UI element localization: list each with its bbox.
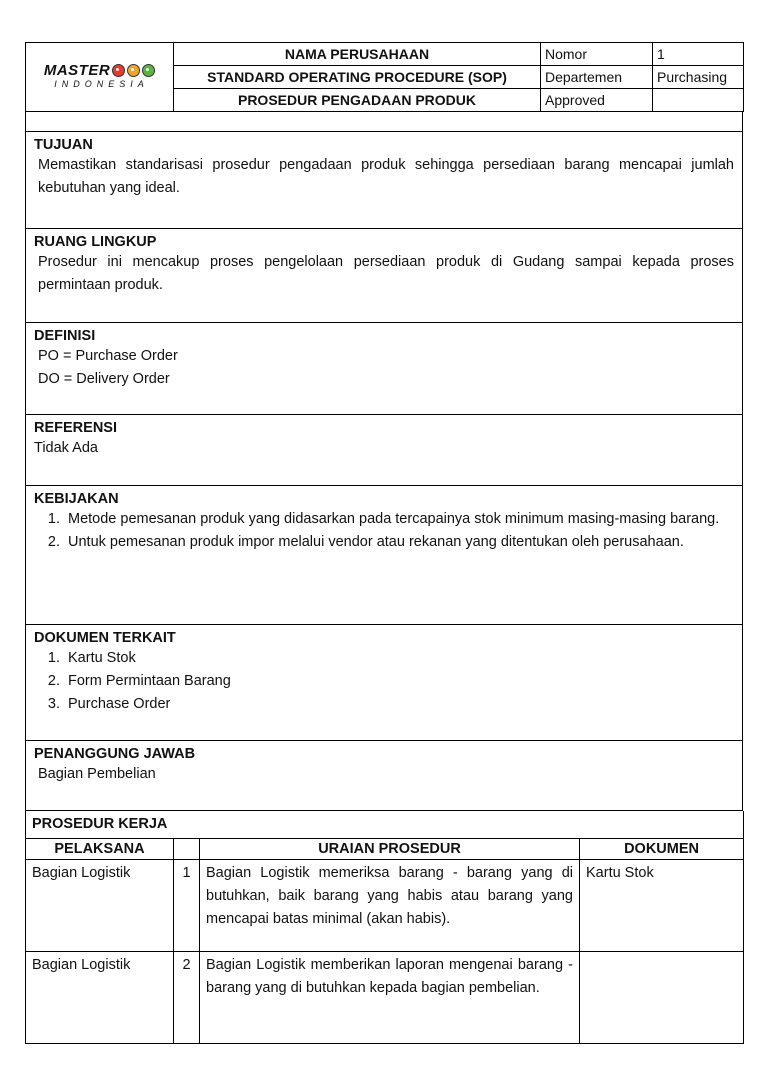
sop-title: STANDARD OPERATING PROCEDURE (SOP): [174, 66, 541, 89]
column-header-uraian: URAIAN PROSEDUR: [200, 839, 580, 860]
section-title: RUANG LINGKUP: [34, 234, 157, 250]
section-text: Memastikan standarisasi prosedur pengadaan produk sehingga persediaan barang mencapai jumlah kebutuhan yang ideal.: [38, 157, 734, 196]
procedure-name: PROSEDUR PENGADAAN PRODUK: [174, 89, 541, 112]
section-title: KEBIJAKAN: [34, 491, 119, 507]
kebijakan-list: [34, 508, 734, 554]
column-header-pelaksana: PELAKSANA: [26, 839, 174, 860]
step-number: 2: [174, 952, 200, 1044]
prosedur-title: PROSEDUR KERJA: [26, 811, 744, 839]
section-text: Prosedur ini mencakup proses pengelolaan persediaan produk di Gudang sampai kepada proses permintaan produk.: [38, 254, 734, 293]
list-item: 2. Untuk pemesanan produk impor melalui vendor atau rekanan yang ditentukan oleh perusahaan.: [64, 531, 734, 554]
section-penanggung-jawab: [25, 741, 743, 811]
list-item: 1. Metode pemesanan produk yang didasarkan pada tercapainya stok minimum masing-masing barang.: [64, 508, 734, 531]
column-header-no: [174, 839, 200, 860]
company-logo: [44, 63, 155, 89]
definition-po: PO = Purchase Order: [38, 348, 178, 364]
nomor-value: 1: [653, 43, 744, 66]
dokumen-cell: Kartu Stok: [580, 860, 744, 952]
approved-label: Approved: [541, 89, 653, 112]
section-ruang-lingkup: [25, 229, 743, 323]
logo-cell: [26, 43, 174, 112]
departemen-label: Departemen: [541, 66, 653, 89]
section-title: TUJUAN: [34, 137, 93, 153]
section-title: REFERENSI: [34, 420, 117, 436]
list-item: 2. Form Permintaan Barang: [64, 670, 734, 693]
section-referensi: [25, 415, 743, 486]
section-tujuan: [25, 132, 743, 229]
section-title: PENANGGUNG JAWAB: [34, 746, 196, 762]
dokumen-cell: [580, 952, 744, 1044]
departemen-value: Purchasing: [653, 66, 744, 89]
list-item: 1. Kartu Stok: [64, 647, 734, 670]
sop-document: [25, 42, 743, 1044]
column-header-dokumen: DOKUMEN: [580, 839, 744, 860]
nomor-label: Nomor: [541, 43, 653, 66]
sop-header-table: [25, 42, 744, 112]
section-definisi: [25, 323, 743, 415]
company-name-label: NAMA PERUSAHAAN: [174, 43, 541, 66]
section-dokumen-terkait: [25, 625, 743, 741]
prosedur-kerja-table: [25, 811, 744, 1044]
pelaksana-cell: Bagian Logistik: [26, 860, 174, 952]
logo-subtitle: INDONESIA: [54, 78, 149, 89]
section-kebijakan: [25, 486, 743, 625]
step-number: 1: [174, 860, 200, 952]
approved-value: [653, 89, 744, 112]
table-row: [26, 860, 744, 952]
section-text: Tidak Ada: [34, 440, 98, 456]
section-text: Bagian Pembelian: [38, 766, 156, 782]
logo-green-circle-icon: [142, 64, 155, 77]
logo-orange-circle-icon: [127, 64, 140, 77]
definition-do: DO = Delivery Order: [38, 371, 170, 387]
uraian-cell: Bagian Logistik memberikan laporan mengenai barang - barang yang di butuhkan kepada bagian pembelian.: [200, 952, 580, 1044]
spacer-row: [25, 112, 743, 132]
dokumen-list: [34, 647, 734, 716]
logo-brand: MASTER: [43, 61, 111, 79]
section-title: DEFINISI: [34, 328, 96, 344]
pelaksana-cell: Bagian Logistik: [26, 952, 174, 1044]
list-item: 3. Purchase Order: [64, 693, 734, 716]
uraian-cell: Bagian Logistik memeriksa barang - barang yang di butuhkan, baik barang yang habis atau barang yang mencapai batas minimal (akan habis).: [200, 860, 580, 952]
section-title: DOKUMEN TERKAIT: [34, 630, 176, 646]
table-row: [26, 952, 744, 1044]
logo-red-circle-icon: [112, 64, 125, 77]
